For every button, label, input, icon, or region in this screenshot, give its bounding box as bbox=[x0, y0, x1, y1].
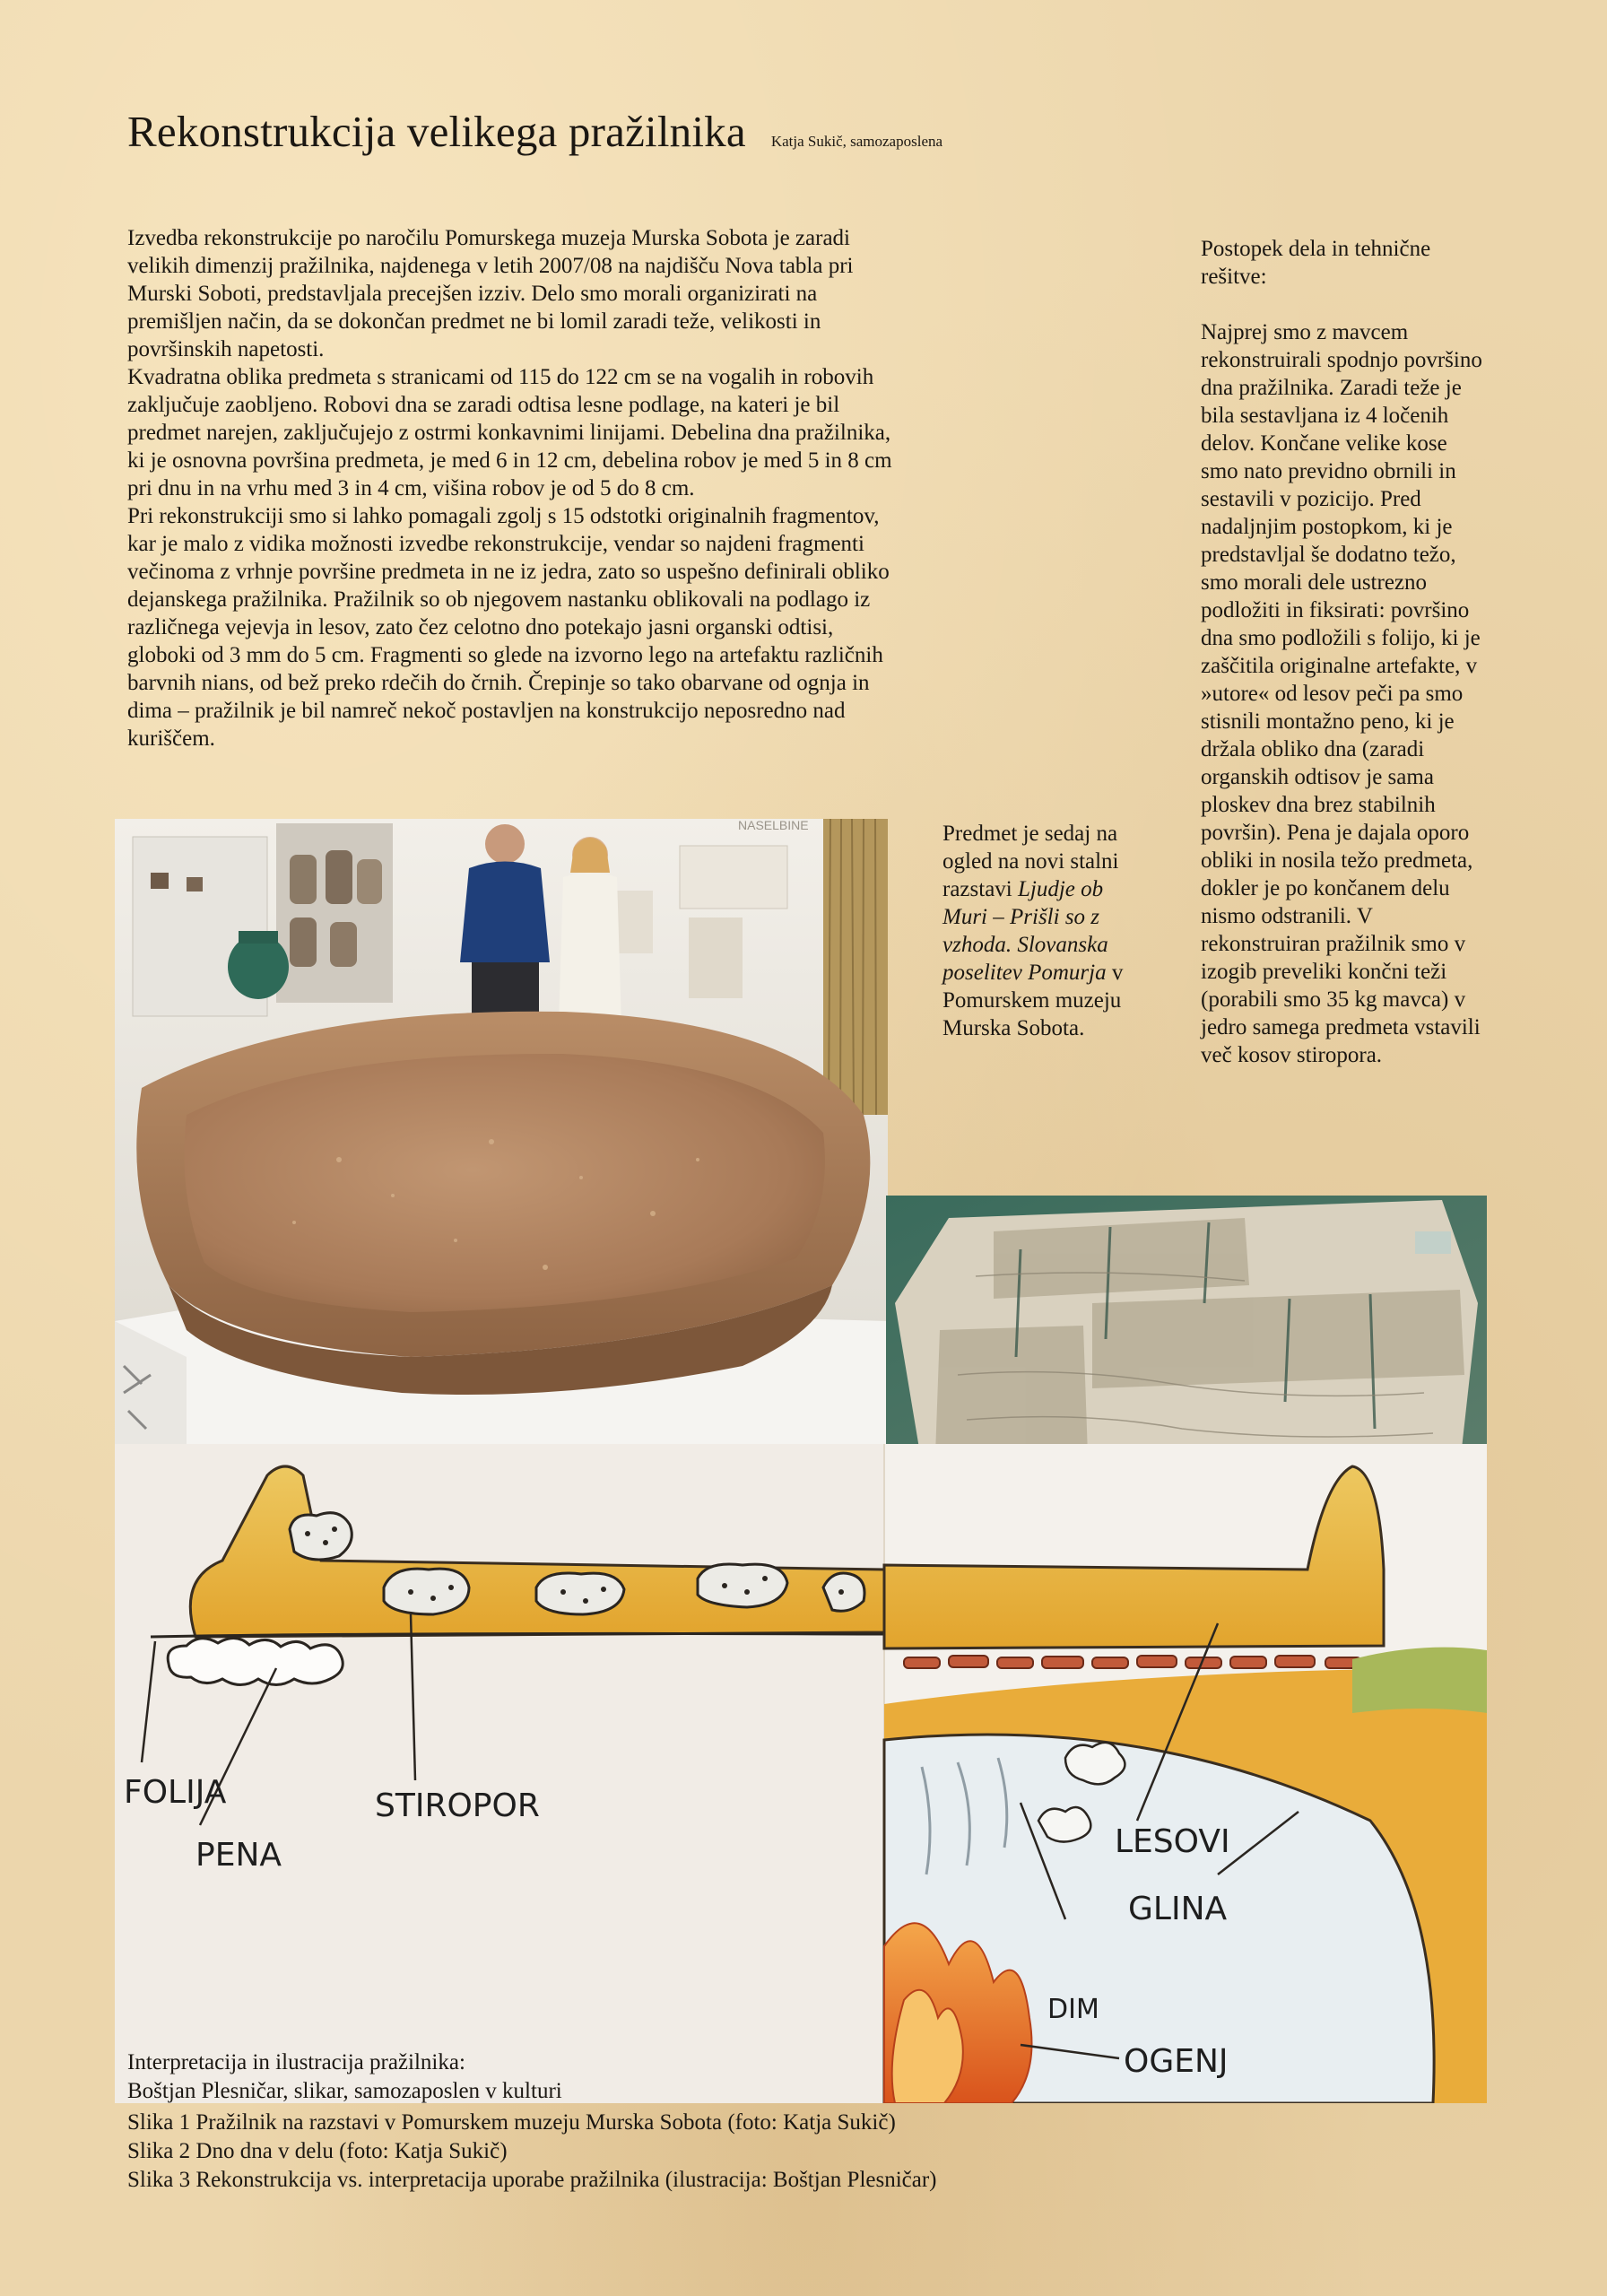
label-pena: PENA bbox=[195, 1837, 282, 1874]
figure-captions bbox=[127, 2048, 1203, 2195]
exhibition-note-lead: Predmet je sedaj na ogled na novi stalni razstavi bbox=[942, 822, 1119, 901]
procedure-spacer bbox=[1201, 291, 1488, 318]
title-block bbox=[127, 106, 1203, 160]
work-photo-drawing bbox=[886, 1196, 1487, 1469]
illustration-credit-line-2: Boštjan Plesničar, slikar, samozaposlen v kulturi bbox=[127, 2079, 562, 2103]
label-dim: DIM bbox=[1047, 1994, 1099, 2025]
figure-2-work-photo bbox=[886, 1196, 1487, 1469]
label-folija: FOLIJA bbox=[124, 1774, 227, 1811]
procedure-heading: Postopek dela in tehnične rešitve: bbox=[1201, 237, 1431, 289]
exhibition-note-tail: v Pomurskem muzeju Murska Sobota. bbox=[942, 961, 1124, 1040]
label-lesovi: LESOVI bbox=[1115, 1823, 1230, 1860]
illustration-drawing bbox=[115, 1444, 1487, 2103]
caption-fig1: Slika 1 Pražilnik na razstavi v Pomurskem muzeju Murska Sobota (foto: Katja Sukič) bbox=[127, 2110, 896, 2135]
wall-sign-text: NASELBINE bbox=[738, 819, 809, 832]
page-title: Rekonstrukcija velikega pražilnika bbox=[127, 107, 746, 156]
intro-paragraph-1: Izvedba rekonstrukcije po naročilu Pomurskega muzeja Murska Sobota je zaradi velikih dimenzij pražilnika, najdenega v letih 2007/08 na najdišču Nova tabla pri Murski Soboti, predstavljala precejšen izziv. Delo smo morali organizirati na premišljen način, da se dokončan predmet ne bi lomil zaradi teže, velikosti in površinskih napetosti. bbox=[127, 226, 854, 361]
figure-1-museum-photo bbox=[115, 819, 888, 1444]
intro-paragraph-2: Kvadratna oblika predmeta s stranicami od 115 do 122 cm se na vogalih in robovih zaključuje zaobljeno. Robovi dna se zaradi odtisa lesne podlage, na kateri je bil predmet narejen, zaključujejo z ostrmi konkavnimi linijami. Debelina dna pražilnika, ki je osnovna površina predmeta, je med 6 in 12 cm, debelina robov je med 5 in 8 cm pri dnu in na vrhu med 3 in 4 cm, višina robov je od 5 do 8 cm. bbox=[127, 365, 892, 500]
illustration-credit-line-1: Interpretacija in ilustracija pražilnika: bbox=[127, 2050, 465, 2074]
caption-fig3: Slika 3 Rekonstrukcija vs. interpretacija uporabe pražilnika (ilustracija: Boštjan Plesničar) bbox=[127, 2168, 937, 2192]
intro-paragraph-3: Pri rekonstrukciji smo si lahko pomagali zgolj s 15 odstotki originalnih fragmentov, kar je malo z vidika možnosti izvedbe rekonstrukcije, vendar so najdeni fragmenti večinoma z vrhnje površine predmeta in ne iz jedra, zato so uspešno definirali obliko dejanskega pražilnika. Pražilnik so ob njegovem nastanku oblikovali na podlago iz različnega vejevja in lesov, zato čez celotno dno potekajo jasni organski odtisi, globoki od 3 mm do 5 cm. Fragmenti so glede na izvorno lego na artefaktu različnih barvnih nians, od bež preko rdečih do črnih. Črepinje so tako obarvane od ognja in dima – pražilnik je bil namreč nekoč postavljen na konstrukcijo neposredno nad kuriščem. bbox=[127, 504, 890, 751]
caption-fig2: Slika 2 Dno dna v delu (foto: Katja Sukič) bbox=[127, 2139, 508, 2163]
author-byline: Katja Sukič, samozaposlena bbox=[770, 133, 943, 150]
figure-3-illustration bbox=[115, 1444, 1487, 2103]
museum-photo-drawing bbox=[115, 819, 888, 1444]
label-ogenj: OGENJ bbox=[1124, 2043, 1229, 2080]
label-glina: GLINA bbox=[1128, 1891, 1228, 1927]
exhibition-note bbox=[942, 820, 1140, 1042]
label-stiropor: STIROPOR bbox=[375, 1787, 540, 1824]
intro-text bbox=[127, 224, 899, 752]
procedure-column bbox=[1201, 235, 1488, 1069]
exhibition-title: Ljudje ob Muri – Prišli so z vzhoda. Slovanska poselitev Pomurja bbox=[942, 877, 1108, 985]
procedure-body: Najprej smo z mavcem rekonstruirali spodnjo površino dna pražilnika. Zaradi teže je bila sestavljana iz 4 ločenih delov. Končane velike kose smo nato previdno obrnili in sestavili v pozicijo. Pred nadaljnjim postopkom, ki je predstavljal še dodatno težo, smo morali dele ustrezno podložiti in fiksirati: površino dna smo podložili s folijo, ki je zaščitila originalne artefakte, v »utore« od lesov peči pa smo stisnili montažno peno, ki je držala obliko dna (zaradi organskih odtisov je sama ploskev dna brez stabilnih površin). Pena je dajala oporo obliki in nosila težo predmeta, dokler je po končanem delu nismo odstranili. V rekonstruiran pražilnik smo v izogib preveliki končni teži (porabili smo 35 kg mavca) v jedro samega predmeta vstavili več kosov stiropora. bbox=[1201, 320, 1482, 1067]
